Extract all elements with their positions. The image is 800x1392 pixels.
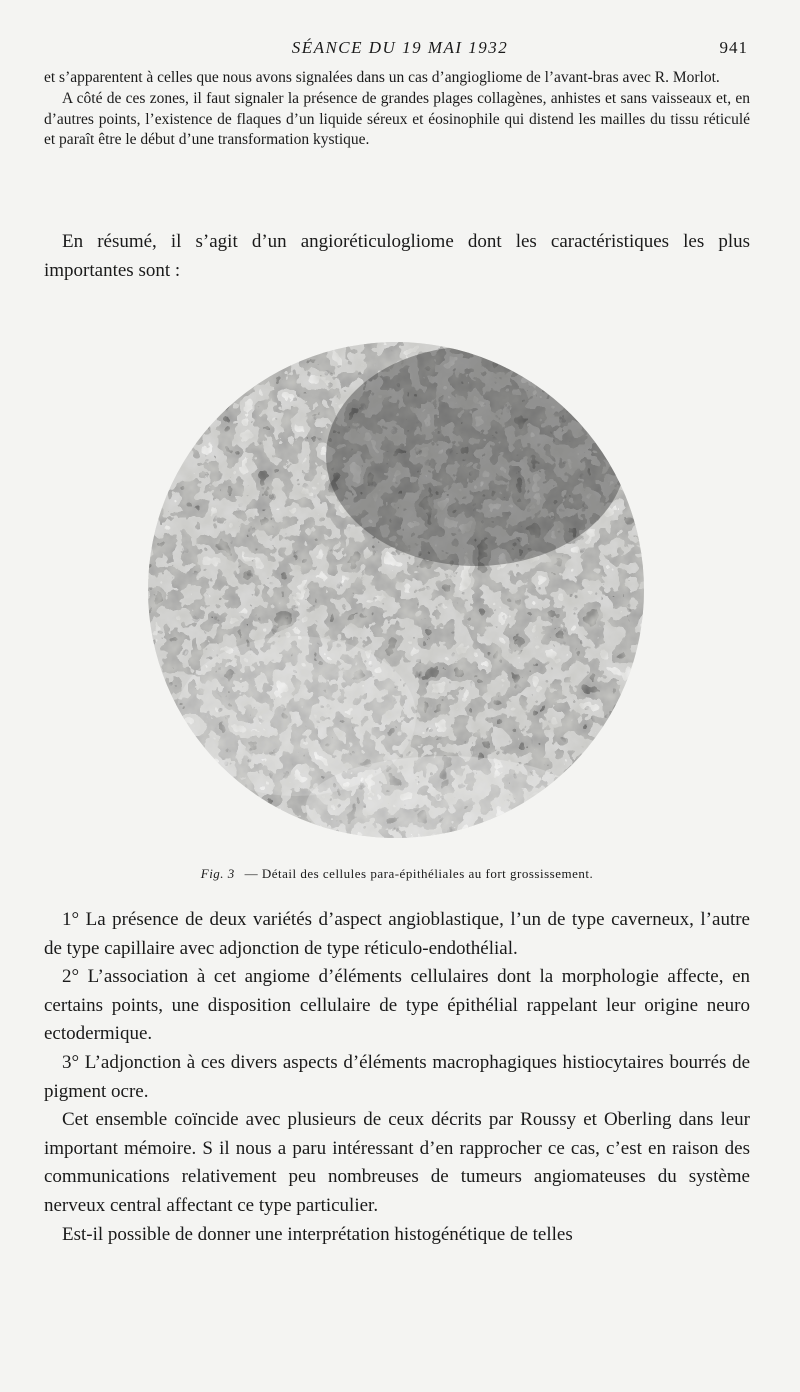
list-item: 3° L’adjonction à ces divers aspects d’éléments macrophagiques histiocytaires bourrés de pigment ocre. [44, 1051, 750, 1102]
running-title: SÉANCE DU 19 MAI 1932 [291, 38, 509, 57]
intro-paragraph: et s’apparentent à celles que nous avons signalées dans un cas d’angiogliome de l’avant-bras avec R. Morlot. [44, 69, 720, 86]
figure-caption [44, 866, 750, 882]
intro-text [44, 68, 750, 151]
micrograph-figure [146, 336, 646, 844]
intro-paragraph: A côté de ces zones, il faut signaler la présence de grandes plages collagènes, anhistes et sans vaisseaux et, en d’autres points, l’existence de flaques d’un liquide séreux et éosinophile qui distend les mailles du tissu réticulé et paraît être le début d’une transformation kystique. [44, 89, 750, 149]
micrograph-image [146, 336, 646, 844]
figure-label: Fig. 3 [200, 866, 235, 881]
list-item: 1° La présence de deux variétés d’aspect angioblastique, l’un de type caverneux, l’autre de type capillaire avec adjonction de type réticulo-endothélial. [44, 909, 750, 959]
page-number: 941 [719, 38, 748, 57]
figure-caption-text: — Détail des cellules para-épithéliales au fort grossissement. [244, 866, 594, 881]
summary-intro: En résumé, il s’agit d’un angioréticulogliome dont les caractéristiques les plus importantes sont : [44, 231, 750, 281]
closing-paragraph: Cet ensemble coïncide avec plusieurs de ceux décrits par Roussy et Oberling dans leur important mémoire. S il nous a paru intéressant d’en rapprocher ce cas, c’est en raison des communications relativement peu nombreuses de tumeurs angiomateuses du système nerveux central affectant ce type particulier. [44, 1109, 750, 1216]
points-list [44, 906, 750, 1249]
running-head [44, 38, 756, 62]
summary-text [44, 228, 750, 285]
list-item: 2° L’association à cet angiome d’éléments cellulaires dont la morphologie affecte, en certains points, une disposition cellulaire de type épithélial rappelant leur origine neuro ectodermique. [44, 966, 750, 1045]
closing-paragraph: Est-il possible de donner une interprétation histogénétique de telles [62, 1223, 573, 1245]
